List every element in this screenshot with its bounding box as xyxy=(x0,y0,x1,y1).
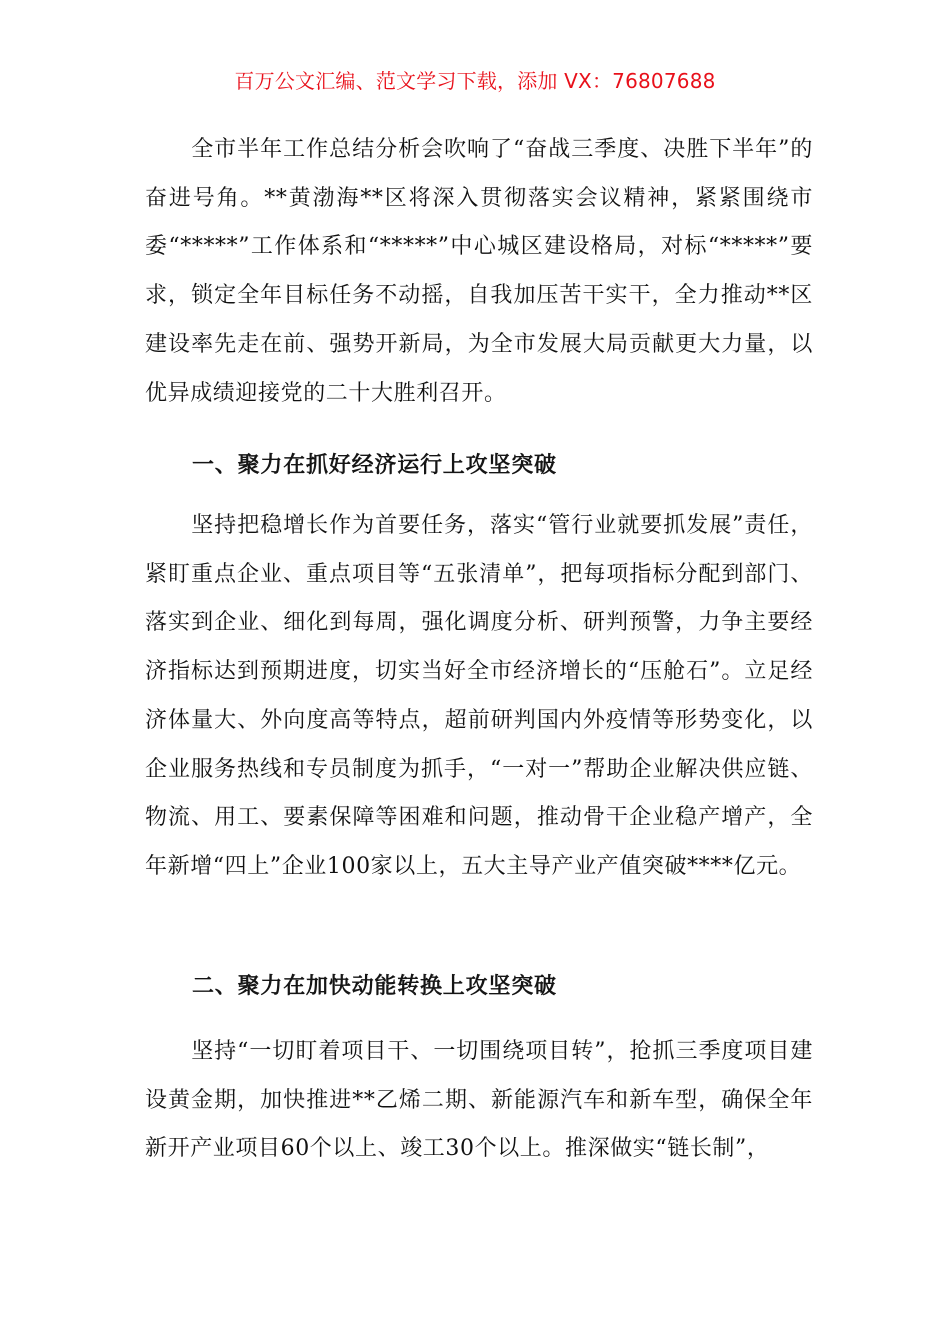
section-1-heading: 一、聚力在抓好经济运行上攻坚突破 xyxy=(192,453,557,478)
intro-paragraph: 全市半年工作总结分析会吹响了“奋战三季度、决胜下半年”的奋进号角。**黄渤海**区将深入贯彻落实会议精神，紧紧围绕市委“*****”工作体系和“*****”中心城区建设格局，对标“*****”要求，锁定全年目标任务不动摇，自我加压苦干实干，全力推动**区建设率先走在前、强势开新局，为全市发展大局贡献更大力量，以优异成绩迎接党的二十大胜利召开。 xyxy=(145,137,813,406)
section-2-heading: 二、聚力在加快动能转换上攻坚突破 xyxy=(192,974,557,999)
section-1-paragraph: 坚持把稳增长作为首要任务，落实“管行业就要抓发展”责任，紧盯重点企业、重点项目等“五张清单”，把每项指标分配到部门、落实到企业、细化到每周，强化调度分析、研判预警，力争主要经济指标达到预期进度，切实当好全市经济增长的“压舱石”。立足经济体量大、外向度高等特点，超前研判国内外疫情等形势变化，以企业服务热线和专员制度为抓手，“一对一”帮助企业解决供应链、物流、用工、要素保障等困难和问题，推动骨干企业稳产增产，全年新增“四上”企业100家以上，五大主导产业产值突破****亿元。 xyxy=(145,513,813,879)
section-2-paragraph: 坚持“一切盯着项目干、一切围绕项目转”，抢抓三季度项目建设黄金期，加快推进**乙烯二期、新能源汽车和新车型，确保全年新开产业项目60个以上、竣工30个以上。推深做实“链长制”， xyxy=(145,1039,813,1162)
watermark-header: 百万公文汇编、范文学习下载，添加 VX：76807688 xyxy=(234,69,716,93)
